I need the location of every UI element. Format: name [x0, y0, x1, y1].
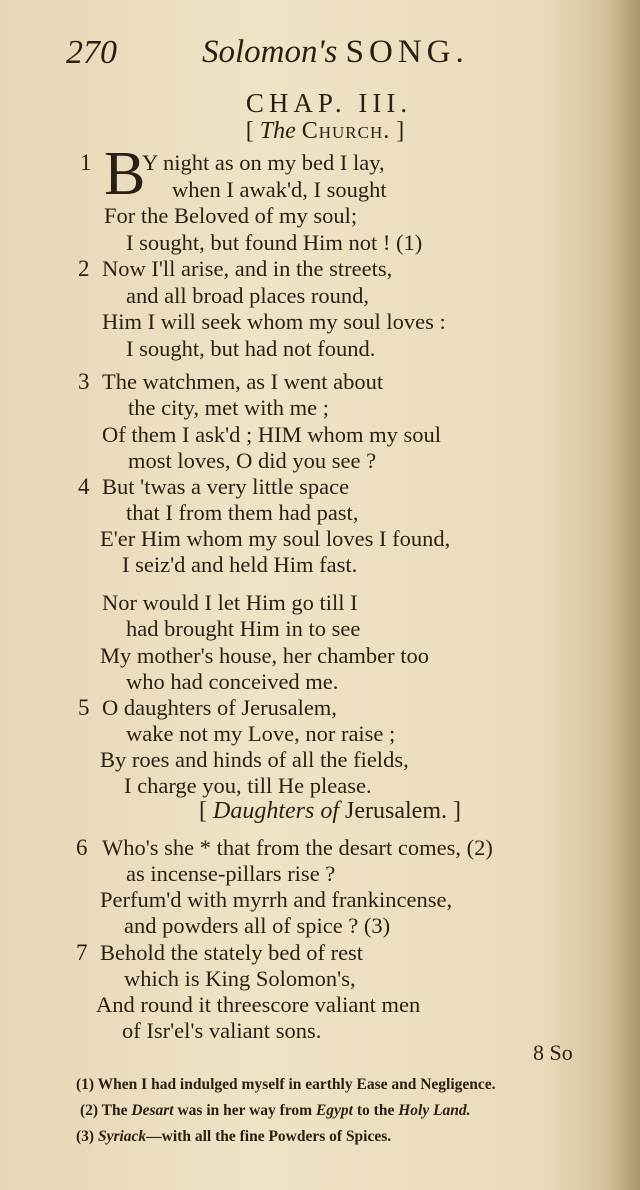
footnote-2-desart: Desart — [131, 1102, 174, 1119]
verse-line: the city, met with me ; — [128, 395, 329, 420]
verse-number: 4 — [78, 474, 90, 499]
footnote-3-rest: —with all the fine Powders of Spices. — [146, 1128, 392, 1145]
verse-line: E'er Him whom my soul loves I found, — [100, 526, 451, 551]
verse-line: which is King Solomon's, — [124, 966, 356, 991]
verse-line: My mother's house, her chamber too — [100, 643, 429, 668]
running-title-italic: Solomon's — [202, 34, 338, 70]
chapter-heading: CHAP. III. — [245, 88, 413, 118]
verse-line: who had conceived me. — [126, 669, 339, 694]
speaker-church-caps: Church. — [301, 118, 391, 144]
verse-line: when I awak'd, I sought — [172, 177, 387, 202]
footnote-3-syriack: Syriack — [97, 1128, 147, 1145]
footnote-2-holy-land: Holy Land. — [398, 1102, 471, 1119]
footnote-3-prefix: (3) — [76, 1128, 95, 1145]
verse-line: Who's she * that from the desart comes, (2) — [102, 835, 493, 860]
footnote-1: (1) When I had indulged myself in earthly Ease and Negligence. — [76, 1076, 496, 1093]
running-header — [66, 28, 606, 78]
footnote-2 — [80, 1102, 471, 1120]
speaker-heading-church: [ The Church. ] — [245, 118, 405, 144]
footnote-3 — [76, 1128, 391, 1146]
verse-line: Y night as on my bed I lay, — [142, 150, 385, 175]
verse-number: 1 — [80, 150, 92, 175]
verse-line: as incense-pillars rise ? — [126, 861, 336, 886]
speaker-heading-daughters: [ Daughters of Jerusalem. ] — [199, 798, 461, 824]
verse-line: most loves, O did you see ? — [128, 448, 377, 473]
verse-line: The watchmen, as I went about — [102, 369, 384, 394]
verse-line: Of them I ask'd ; HIM whom my soul — [102, 422, 442, 447]
verse-line: Nor would I let Him go till I — [102, 590, 358, 615]
verse-number: 6 — [76, 835, 88, 860]
verse-line: By roes and hinds of all the fields, — [100, 747, 409, 772]
verse-line: had brought Him in to see — [126, 616, 361, 641]
verse-line: For the Beloved of my soul; — [104, 203, 358, 228]
speaker-church-italic: The — [259, 118, 296, 144]
verse-line: O daughters of Jerusalem, — [102, 695, 337, 720]
running-title-caps: SONG. — [345, 34, 469, 70]
verse-line: Behold the stately bed of rest — [100, 940, 364, 965]
running-title — [202, 34, 469, 71]
verse-number: 7 — [76, 940, 88, 965]
verse-line: I sought, but found Him not ! (1) — [126, 230, 423, 255]
verse-line: I seiz'd and held Him fast. — [122, 552, 358, 577]
speaker-daughters-italic: Daughters of — [213, 798, 340, 824]
verse-line: Now I'll arise, and in the streets, — [102, 256, 393, 281]
footnote-2-egypt: Egypt — [315, 1102, 353, 1119]
catchword: 8 So — [533, 1040, 573, 1065]
verse-line: that I from them had past, — [126, 500, 359, 525]
verse-line: and all broad places round, — [126, 283, 370, 308]
page-number: 270 — [66, 34, 117, 71]
verse-line: And round it threescore valiant men — [96, 992, 421, 1017]
footnote-2-prefix: (2) The — [80, 1102, 128, 1119]
verse-line: I charge you, till He please. — [124, 773, 372, 798]
verse-line: I sought, but had not found. — [126, 336, 376, 361]
footnote-2-mid: was in her way from — [177, 1102, 313, 1119]
verse-line: of Isr'el's valiant sons. — [122, 1018, 322, 1043]
verse-line: and powders all of spice ? (3) — [124, 913, 391, 938]
verse-number: 2 — [78, 256, 90, 281]
verse-number: 5 — [78, 695, 90, 720]
footnote-2-to: to the — [356, 1102, 395, 1119]
verse-number: 3 — [78, 369, 90, 394]
verse-line: But 'twas a very little space — [102, 474, 350, 499]
verse-line: Him I will seek whom my soul loves : — [102, 309, 446, 334]
drop-cap: B — [104, 140, 146, 208]
speaker-daughters-roman: Jerusalem. — [345, 798, 447, 824]
verse-line: Perfum'd with myrrh and frankincense, — [100, 887, 453, 912]
page-edge-shadow — [606, 0, 640, 1190]
verse-line: wake not my Love, nor raise ; — [126, 721, 396, 746]
